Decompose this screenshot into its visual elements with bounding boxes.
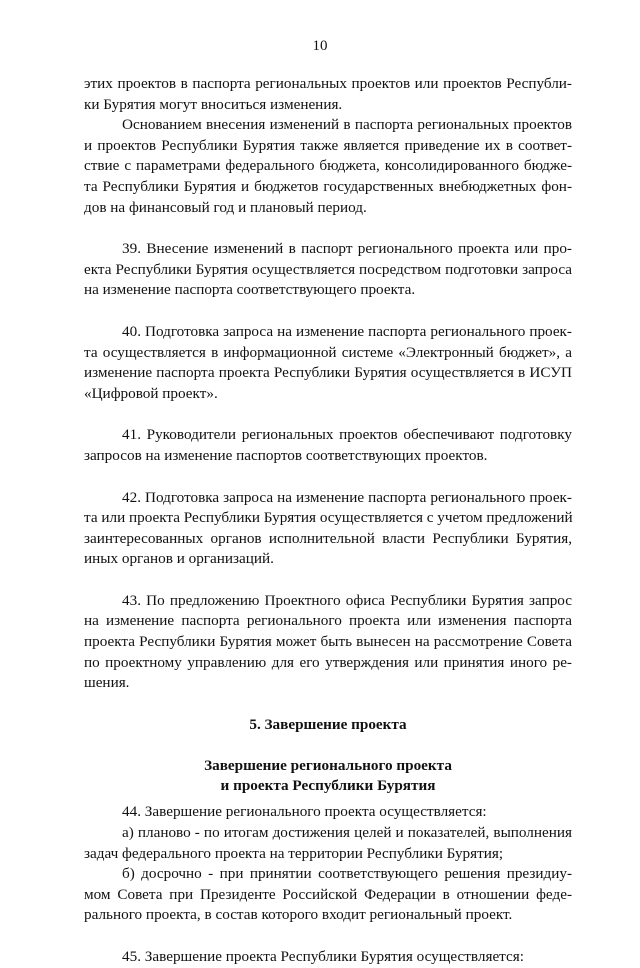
- text-line: на изменение паспорта регионального проекта или изменения паспорта: [84, 612, 572, 630]
- text-line: дов на финансовый год и плановый период.: [84, 198, 367, 216]
- text-line: шения.: [84, 674, 130, 692]
- paragraph-40: [84, 322, 572, 404]
- text-line: задач федерального проекта на территории Республики Бурятия;: [84, 844, 504, 862]
- paragraph-42: [84, 488, 572, 570]
- paragraph-44a: [84, 823, 572, 864]
- text-line: 42. Подготовка запроса на изменение паспорта регионального проек-: [122, 488, 572, 506]
- text-line: 39. Внесение изменений в паспорт регионального проекта или про-: [122, 240, 572, 258]
- text-line: та Республики Бурятия и бюджетов государственных внебюджетных фон-: [84, 177, 572, 195]
- text-line: ки Бурятия могут вноситься изменения.: [84, 95, 343, 113]
- text-line: «Цифровой проект».: [84, 384, 218, 402]
- text-line: рального проекта, в состав которого входит региональный проект.: [84, 906, 513, 924]
- text-line: по проектному управлению для его утверждения или принятия иного ре-: [84, 653, 572, 671]
- paragraph-continuation: [84, 74, 572, 115]
- subsection-heading-line2: и проекта Республики Бурятия: [220, 777, 436, 795]
- text-line: 41. Руководители региональных проектов обеспечивают подготовку: [122, 426, 572, 444]
- text-line: екта Республики Бурятия осуществляется посредством подготовки запроса: [84, 260, 572, 278]
- text-line: 45. Завершение проекта Республики Бурятия осуществляется:: [122, 948, 524, 965]
- document-body: [84, 74, 572, 968]
- section-heading: 5. Завершение проекта: [249, 715, 407, 733]
- text-line: а) планово - по итогам достижения целей и показателей, выполнения: [122, 824, 572, 842]
- text-line: 43. По предложению Проектного офиса Республики Бурятия запрос: [122, 591, 572, 609]
- text-line: ствие с параметрами федерального бюджета, консолидированного бюдже-: [84, 157, 572, 175]
- text-line: та осуществляется в информационной системе «Электронный бюджет», а: [84, 343, 572, 361]
- text-line: та или проекта Республики Бурятия осуществляется с учетом предложений: [84, 509, 573, 527]
- paragraph-43: [84, 591, 572, 694]
- text-line: мом Совета при Президенте Российской Федерации в отношении феде-: [84, 885, 572, 903]
- text-line: иных органов и организаций.: [84, 550, 274, 568]
- text-line: этих проектов в паспорта региональных проектов или проектов Республи-: [84, 75, 572, 92]
- text-line: б) досрочно - при принятии соответствующего решения президиу-: [122, 865, 572, 883]
- text-line: проекта Республики Бурятия может быть вынесен на рассмотрение Совета: [84, 633, 572, 651]
- page-number: 10: [312, 38, 328, 54]
- text-line: на изменение паспорта соответствующего проекта.: [84, 281, 416, 299]
- paragraph-41: [84, 425, 572, 466]
- text-line: запросов на изменение паспортов соответствующих проектов.: [84, 446, 488, 464]
- text-line: 40. Подготовка запроса на изменение паспорта регионального проек-: [122, 322, 572, 340]
- text-line: заинтересованных органов исполнительной власти Республики Бурятия,: [84, 529, 572, 547]
- subsection-heading-line1: Завершение регионального проекта: [204, 757, 452, 775]
- text-line: и проектов Республики Бурятия также является приведение их в соответ-: [84, 136, 572, 154]
- text-line: изменение паспорта проекта Республики Бурятия осуществляется в ИСУП: [84, 364, 572, 382]
- paragraph-44b: [84, 864, 572, 926]
- paragraph-grounds: [84, 115, 572, 218]
- paragraph-39: [84, 239, 572, 301]
- paragraph-45: [84, 947, 572, 968]
- text-line: Основанием внесения изменений в паспорта региональных проектов: [122, 116, 572, 134]
- text-line: 44. Завершение регионального проекта осуществляется:: [122, 803, 487, 821]
- paragraph-44: [84, 802, 572, 823]
